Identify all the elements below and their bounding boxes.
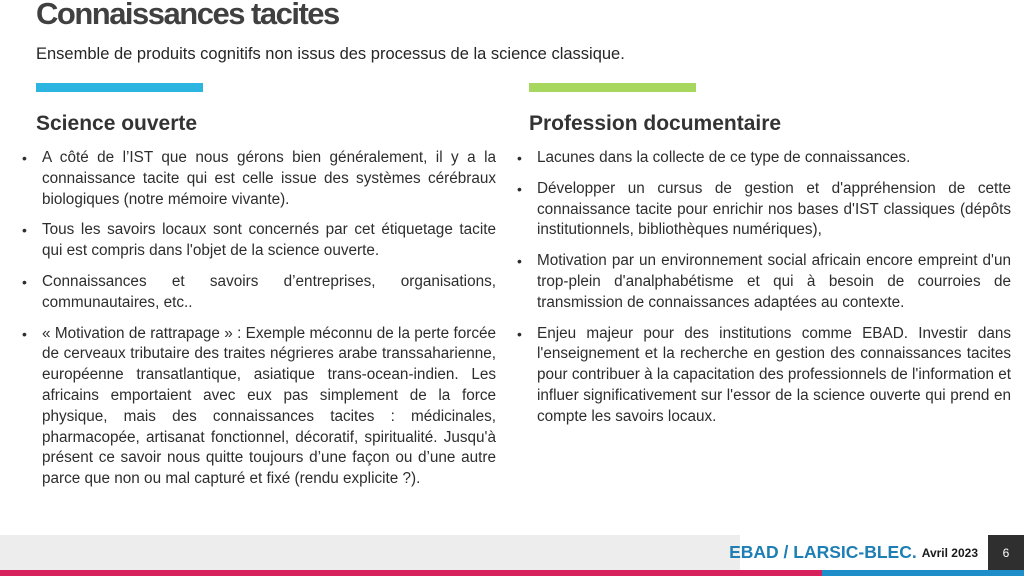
list-item-text: Motivation par un environnement social africain encore empreint d'un trop-plein d'analphabétisme et qui à besoin de courroies de transmission de connaissances adaptées au contexte. [537,252,1011,311]
list-item [517,179,1011,241]
list-item [517,148,1011,169]
right-accent-bar [529,83,696,92]
list-item-text: « Motivation de rattrapage » : Exemple méconnu de la perte forcée de cerveaux tributaire des traites négrieres arabe transsaharienne, européenne transatlantique, asiatique trans-ocean-indien. Les africains emportaient avec eux pas simplement de la force physique, mais des connaissances tacites : médicinales, pharmacopée, artisanat fonctionnel, décoratif, spiritualité. Jusqu'à présent ce savoir nous quitte toujours d’une façon ou d’une autre parce que non ou mal capturé et fixé (rendu explicite ?). [42,324,496,488]
right-bullet-list [517,148,1011,438]
footer-brand-text: EBAD / LARSIC-BLEC. [729,542,917,562]
left-column-heading: Science ouverte [36,112,198,135]
bullet-icon: • [22,325,27,342]
list-item-text: Tous les savoirs locaux sont concernés par cet étiquetage tacite qui est compris dans l'objet de la science ouverte. [42,221,496,260]
bullet-icon: • [22,273,27,290]
list-item [22,148,496,210]
footer-date: Avril 2023 [921,545,978,560]
list-item-text: Connaissances et savoirs d’entreprises, organisations, communautaires, etc.. [42,272,496,311]
list-item [22,324,496,490]
list-item [517,324,1011,428]
bullet-icon: • [517,150,522,166]
bullet-icon: • [517,253,522,270]
bullet-icon: • [517,325,522,342]
bullet-icon: • [22,150,27,166]
slide-title: Connaissances tacites [36,0,339,31]
footer-stripe-blue [822,570,1024,576]
list-item [22,272,496,314]
list-item-text: A côté de l’IST que nous gérons bien généralement, il y a la connaissance tacite qui est celle issue des systèmes cérébraux biologiques (notre mémoire vivante). [42,149,496,208]
bullet-icon: • [517,180,522,197]
right-column-heading: Profession documentaire [529,112,782,135]
slide-subtitle: Ensemble de produits cognitifs non issus des processus de la science classique. [36,45,625,63]
left-bullet-list [22,148,496,500]
list-item [517,251,1011,313]
list-item-text: Lacunes dans la collecte de ce type de connaissances. [537,149,911,166]
list-item-text: Développer un cursus de gestion et d'appréhension de cette connaissance tacite pour enrichir nos bases d'IST classiques (dépôts institutionnels, bibliothèques numériques), [537,179,1011,239]
bullet-icon: • [22,222,27,239]
footer-stripe-red [0,570,822,576]
page-number: 6 [988,535,1024,570]
footer-brand [729,535,988,570]
left-accent-bar [36,83,203,92]
list-item [22,220,496,262]
list-item-text: Enjeu majeur pour des institutions comme EBAD. Investir dans l'enseignement et la recherche en gestion des connaissances tacites pour contribuer à la capacitation des professionnels de l'information et influer significativement sur l'essor de la science ouverte qui prend en compte les savoirs locaux. [537,324,1012,425]
